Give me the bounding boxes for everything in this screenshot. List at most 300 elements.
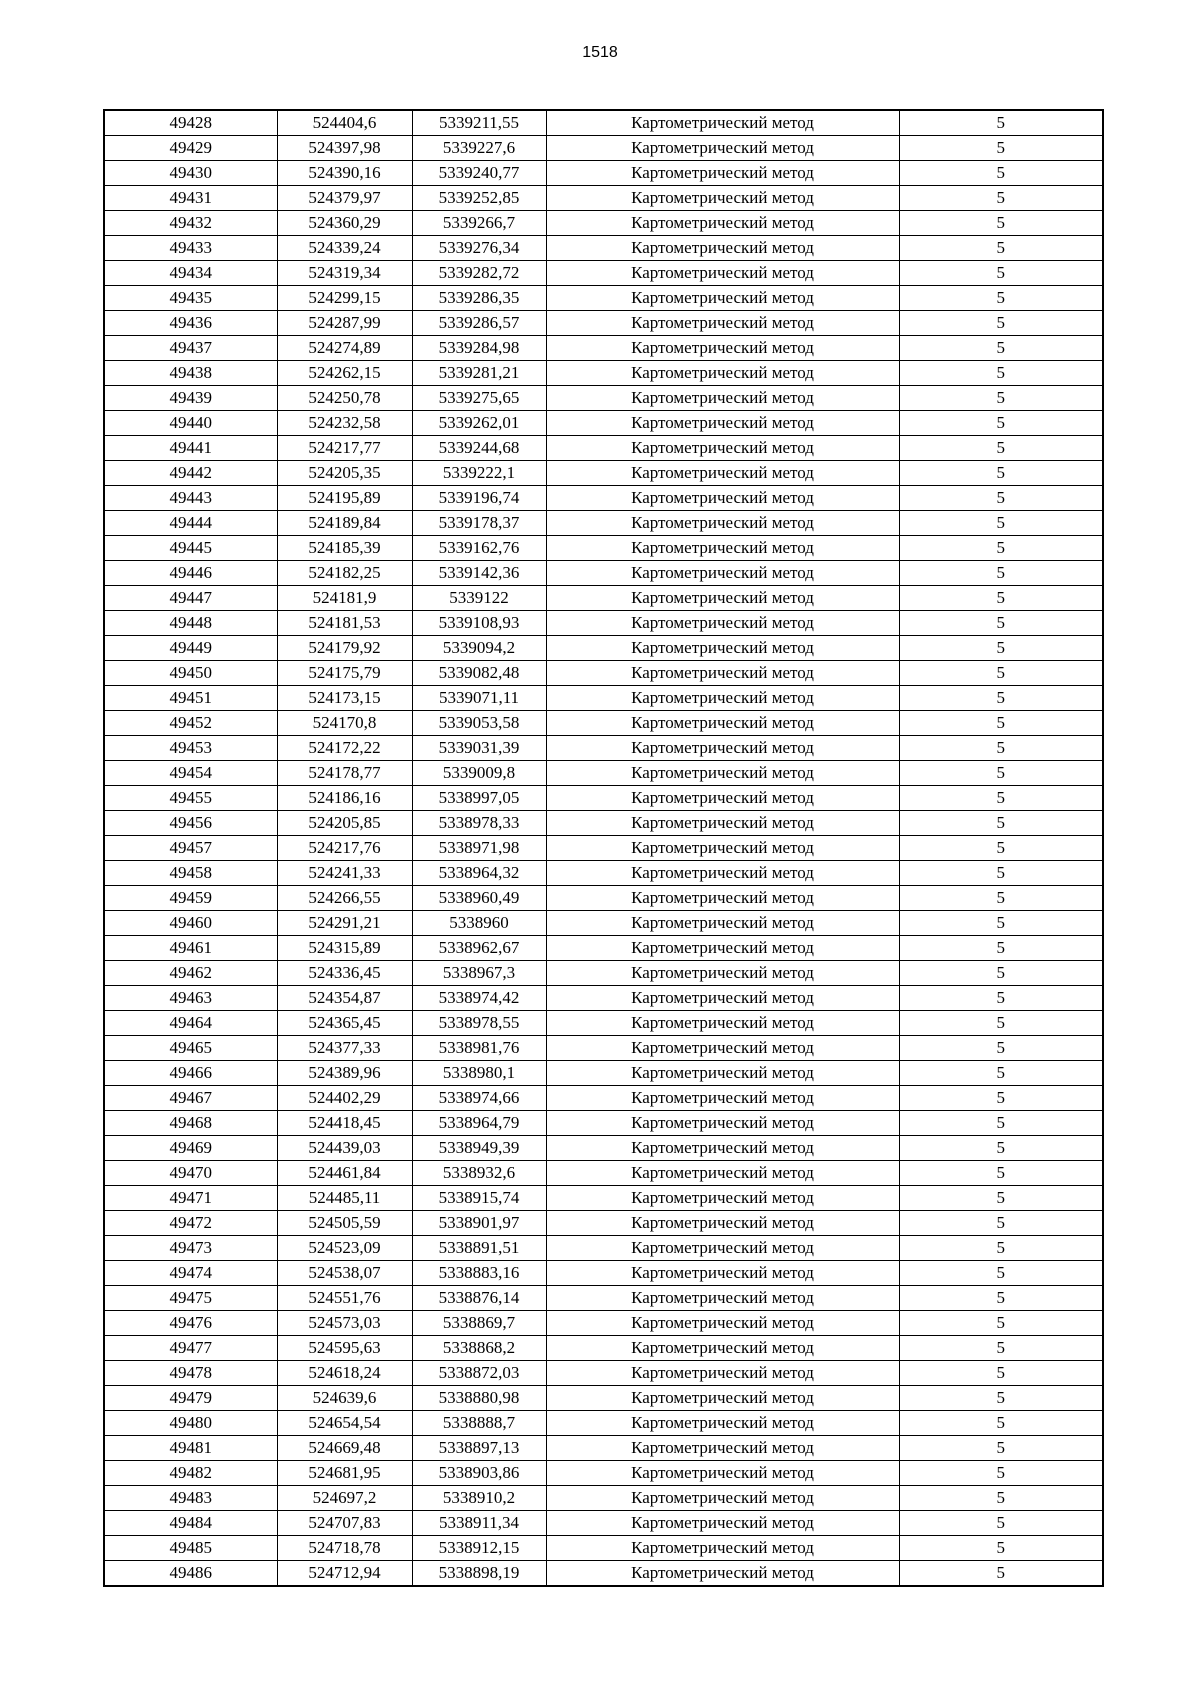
method-cell: Картометрический метод bbox=[546, 936, 899, 961]
accuracy-cell: 5 bbox=[899, 861, 1103, 886]
x-coordinate-cell: 524707,83 bbox=[277, 1511, 412, 1536]
method-cell: Картометрический метод bbox=[546, 911, 899, 936]
point-number-cell: 49476 bbox=[104, 1311, 277, 1336]
method-cell: Картометрический метод bbox=[546, 1411, 899, 1436]
x-coordinate-cell: 524360,29 bbox=[277, 211, 412, 236]
accuracy-cell: 5 bbox=[899, 1386, 1103, 1411]
method-cell: Картометрический метод bbox=[546, 536, 899, 561]
x-coordinate-cell: 524170,8 bbox=[277, 711, 412, 736]
method-cell: Картометрический метод bbox=[546, 711, 899, 736]
point-number-cell: 49455 bbox=[104, 786, 277, 811]
accuracy-cell: 5 bbox=[899, 1461, 1103, 1486]
y-coordinate-cell: 5339262,01 bbox=[412, 411, 546, 436]
point-number-cell: 49464 bbox=[104, 1011, 277, 1036]
method-cell: Картометрический метод bbox=[546, 1086, 899, 1111]
y-coordinate-cell: 5338915,74 bbox=[412, 1186, 546, 1211]
accuracy-cell: 5 bbox=[899, 136, 1103, 161]
point-number-cell: 49480 bbox=[104, 1411, 277, 1436]
y-coordinate-cell: 5338981,76 bbox=[412, 1036, 546, 1061]
accuracy-cell: 5 bbox=[899, 461, 1103, 486]
table-row bbox=[104, 211, 1103, 236]
x-coordinate-cell: 524241,33 bbox=[277, 861, 412, 886]
point-number-cell: 49473 bbox=[104, 1236, 277, 1261]
method-cell: Картометрический метод bbox=[546, 1161, 899, 1186]
x-coordinate-cell: 524595,63 bbox=[277, 1336, 412, 1361]
method-cell: Картометрический метод bbox=[546, 986, 899, 1011]
x-coordinate-cell: 524538,07 bbox=[277, 1261, 412, 1286]
table-row bbox=[104, 1111, 1103, 1136]
x-coordinate-cell: 524266,55 bbox=[277, 886, 412, 911]
table-row bbox=[104, 661, 1103, 686]
accuracy-cell: 5 bbox=[899, 110, 1103, 136]
y-coordinate-cell: 5338964,79 bbox=[412, 1111, 546, 1136]
accuracy-cell: 5 bbox=[899, 161, 1103, 186]
point-number-cell: 49432 bbox=[104, 211, 277, 236]
table-row bbox=[104, 961, 1103, 986]
x-coordinate-cell: 524336,45 bbox=[277, 961, 412, 986]
y-coordinate-cell: 5339031,39 bbox=[412, 736, 546, 761]
accuracy-cell: 5 bbox=[899, 636, 1103, 661]
accuracy-cell: 5 bbox=[899, 1336, 1103, 1361]
method-cell: Картометрический метод bbox=[546, 211, 899, 236]
y-coordinate-cell: 5338876,14 bbox=[412, 1286, 546, 1311]
x-coordinate-cell: 524485,11 bbox=[277, 1186, 412, 1211]
x-coordinate-cell: 524639,6 bbox=[277, 1386, 412, 1411]
accuracy-cell: 5 bbox=[899, 436, 1103, 461]
x-coordinate-cell: 524179,92 bbox=[277, 636, 412, 661]
accuracy-cell: 5 bbox=[899, 1111, 1103, 1136]
table-row bbox=[104, 1086, 1103, 1111]
x-coordinate-cell: 524178,77 bbox=[277, 761, 412, 786]
y-coordinate-cell: 5338974,42 bbox=[412, 986, 546, 1011]
point-number-cell: 49443 bbox=[104, 486, 277, 511]
x-coordinate-cell: 524287,99 bbox=[277, 311, 412, 336]
accuracy-cell: 5 bbox=[899, 361, 1103, 386]
method-cell: Картометрический метод bbox=[546, 686, 899, 711]
table-row bbox=[104, 1236, 1103, 1261]
table-row bbox=[104, 1261, 1103, 1286]
accuracy-cell: 5 bbox=[899, 561, 1103, 586]
accuracy-cell: 5 bbox=[899, 911, 1103, 936]
point-number-cell: 49440 bbox=[104, 411, 277, 436]
accuracy-cell: 5 bbox=[899, 1061, 1103, 1086]
y-coordinate-cell: 5338883,16 bbox=[412, 1261, 546, 1286]
x-coordinate-cell: 524418,45 bbox=[277, 1111, 412, 1136]
point-number-cell: 49456 bbox=[104, 811, 277, 836]
x-coordinate-cell: 524697,2 bbox=[277, 1486, 412, 1511]
point-number-cell: 49441 bbox=[104, 436, 277, 461]
y-coordinate-cell: 5339094,2 bbox=[412, 636, 546, 661]
y-coordinate-cell: 5339244,68 bbox=[412, 436, 546, 461]
y-coordinate-cell: 5339282,72 bbox=[412, 261, 546, 286]
point-number-cell: 49449 bbox=[104, 636, 277, 661]
method-cell: Картометрический метод bbox=[546, 1461, 899, 1486]
point-number-cell: 49437 bbox=[104, 336, 277, 361]
method-cell: Картометрический метод bbox=[546, 1236, 899, 1261]
method-cell: Картометрический метод bbox=[546, 1311, 899, 1336]
method-cell: Картометрический метод bbox=[546, 411, 899, 436]
x-coordinate-cell: 524299,15 bbox=[277, 286, 412, 311]
point-number-cell: 49459 bbox=[104, 886, 277, 911]
table-row bbox=[104, 1361, 1103, 1386]
y-coordinate-cell: 5339122 bbox=[412, 586, 546, 611]
x-coordinate-cell: 524205,85 bbox=[277, 811, 412, 836]
method-cell: Картометрический метод bbox=[546, 561, 899, 586]
table-row bbox=[104, 1486, 1103, 1511]
x-coordinate-cell: 524217,77 bbox=[277, 436, 412, 461]
table-row bbox=[104, 1336, 1103, 1361]
x-coordinate-cell: 524172,22 bbox=[277, 736, 412, 761]
accuracy-cell: 5 bbox=[899, 1436, 1103, 1461]
x-coordinate-cell: 524217,76 bbox=[277, 836, 412, 861]
method-cell: Картометрический метод bbox=[546, 1386, 899, 1411]
accuracy-cell: 5 bbox=[899, 886, 1103, 911]
x-coordinate-cell: 524262,15 bbox=[277, 361, 412, 386]
point-number-cell: 49482 bbox=[104, 1461, 277, 1486]
method-cell: Картометрический метод bbox=[546, 386, 899, 411]
y-coordinate-cell: 5338903,86 bbox=[412, 1461, 546, 1486]
table-row bbox=[104, 1436, 1103, 1461]
accuracy-cell: 5 bbox=[899, 686, 1103, 711]
y-coordinate-cell: 5339142,36 bbox=[412, 561, 546, 586]
table-row bbox=[104, 1211, 1103, 1236]
y-coordinate-cell: 5339227,6 bbox=[412, 136, 546, 161]
point-number-cell: 49484 bbox=[104, 1511, 277, 1536]
table-row bbox=[104, 1286, 1103, 1311]
accuracy-cell: 5 bbox=[899, 1311, 1103, 1336]
table-row bbox=[104, 1461, 1103, 1486]
accuracy-cell: 5 bbox=[899, 1411, 1103, 1436]
y-coordinate-cell: 5338901,97 bbox=[412, 1211, 546, 1236]
accuracy-cell: 5 bbox=[899, 1036, 1103, 1061]
y-coordinate-cell: 5338980,1 bbox=[412, 1061, 546, 1086]
point-number-cell: 49452 bbox=[104, 711, 277, 736]
x-coordinate-cell: 524505,59 bbox=[277, 1211, 412, 1236]
accuracy-cell: 5 bbox=[899, 586, 1103, 611]
y-coordinate-cell: 5339211,55 bbox=[412, 110, 546, 136]
method-cell: Картометрический метод bbox=[546, 186, 899, 211]
table-row bbox=[104, 1386, 1103, 1411]
x-coordinate-cell: 524173,15 bbox=[277, 686, 412, 711]
point-number-cell: 49454 bbox=[104, 761, 277, 786]
y-coordinate-cell: 5339286,35 bbox=[412, 286, 546, 311]
y-coordinate-cell: 5339252,85 bbox=[412, 186, 546, 211]
y-coordinate-cell: 5338891,51 bbox=[412, 1236, 546, 1261]
method-cell: Картометрический метод bbox=[546, 311, 899, 336]
point-number-cell: 49486 bbox=[104, 1561, 277, 1587]
table-row bbox=[104, 1186, 1103, 1211]
accuracy-cell: 5 bbox=[899, 936, 1103, 961]
x-coordinate-cell: 524291,21 bbox=[277, 911, 412, 936]
method-cell: Картометрический метод bbox=[546, 486, 899, 511]
method-cell: Картометрический метод bbox=[546, 261, 899, 286]
y-coordinate-cell: 5338971,98 bbox=[412, 836, 546, 861]
x-coordinate-cell: 524654,54 bbox=[277, 1411, 412, 1436]
y-coordinate-cell: 5338978,33 bbox=[412, 811, 546, 836]
y-coordinate-cell: 5339222,1 bbox=[412, 461, 546, 486]
table-row bbox=[104, 186, 1103, 211]
x-coordinate-cell: 524205,35 bbox=[277, 461, 412, 486]
method-cell: Картометрический метод bbox=[546, 1436, 899, 1461]
y-coordinate-cell: 5338962,67 bbox=[412, 936, 546, 961]
table-row bbox=[104, 586, 1103, 611]
y-coordinate-cell: 5339240,77 bbox=[412, 161, 546, 186]
method-cell: Картометрический метод bbox=[546, 761, 899, 786]
method-cell: Картометрический метод bbox=[546, 1561, 899, 1587]
y-coordinate-cell: 5339275,65 bbox=[412, 386, 546, 411]
table-row bbox=[104, 861, 1103, 886]
x-coordinate-cell: 524319,34 bbox=[277, 261, 412, 286]
y-coordinate-cell: 5338872,03 bbox=[412, 1361, 546, 1386]
y-coordinate-cell: 5339266,7 bbox=[412, 211, 546, 236]
table-row bbox=[104, 136, 1103, 161]
x-coordinate-cell: 524181,53 bbox=[277, 611, 412, 636]
accuracy-cell: 5 bbox=[899, 1286, 1103, 1311]
method-cell: Картометрический метод bbox=[546, 1186, 899, 1211]
y-coordinate-cell: 5338960,49 bbox=[412, 886, 546, 911]
point-number-cell: 49483 bbox=[104, 1486, 277, 1511]
accuracy-cell: 5 bbox=[899, 786, 1103, 811]
accuracy-cell: 5 bbox=[899, 211, 1103, 236]
point-number-cell: 49469 bbox=[104, 1136, 277, 1161]
point-number-cell: 49433 bbox=[104, 236, 277, 261]
page-number: 1518 bbox=[582, 44, 618, 61]
method-cell: Картометрический метод bbox=[546, 236, 899, 261]
point-number-cell: 49447 bbox=[104, 586, 277, 611]
y-coordinate-cell: 5339053,58 bbox=[412, 711, 546, 736]
x-coordinate-cell: 524389,96 bbox=[277, 1061, 412, 1086]
accuracy-cell: 5 bbox=[899, 1361, 1103, 1386]
table-row bbox=[104, 361, 1103, 386]
method-cell: Картометрический метод bbox=[546, 786, 899, 811]
x-coordinate-cell: 524461,84 bbox=[277, 1161, 412, 1186]
table-row bbox=[104, 261, 1103, 286]
y-coordinate-cell: 5338912,15 bbox=[412, 1536, 546, 1561]
point-number-cell: 49460 bbox=[104, 911, 277, 936]
point-number-cell: 49465 bbox=[104, 1036, 277, 1061]
table-row bbox=[104, 1311, 1103, 1336]
point-number-cell: 49478 bbox=[104, 1361, 277, 1386]
method-cell: Картометрический метод bbox=[546, 461, 899, 486]
accuracy-cell: 5 bbox=[899, 1561, 1103, 1587]
point-number-cell: 49472 bbox=[104, 1211, 277, 1236]
y-coordinate-cell: 5339284,98 bbox=[412, 336, 546, 361]
accuracy-cell: 5 bbox=[899, 1486, 1103, 1511]
accuracy-cell: 5 bbox=[899, 336, 1103, 361]
x-coordinate-cell: 524186,16 bbox=[277, 786, 412, 811]
point-number-cell: 49439 bbox=[104, 386, 277, 411]
point-number-cell: 49463 bbox=[104, 986, 277, 1011]
x-coordinate-cell: 524189,84 bbox=[277, 511, 412, 536]
method-cell: Картометрический метод bbox=[546, 1286, 899, 1311]
point-number-cell: 49445 bbox=[104, 536, 277, 561]
accuracy-cell: 5 bbox=[899, 1186, 1103, 1211]
x-coordinate-cell: 524523,09 bbox=[277, 1236, 412, 1261]
method-cell: Картометрический метод bbox=[546, 136, 899, 161]
method-cell: Картометрический метод bbox=[546, 1211, 899, 1236]
x-coordinate-cell: 524274,89 bbox=[277, 336, 412, 361]
method-cell: Картометрический метод bbox=[546, 861, 899, 886]
method-cell: Картометрический метод bbox=[546, 161, 899, 186]
y-coordinate-cell: 5338967,3 bbox=[412, 961, 546, 986]
point-number-cell: 49471 bbox=[104, 1186, 277, 1211]
x-coordinate-cell: 524195,89 bbox=[277, 486, 412, 511]
accuracy-cell: 5 bbox=[899, 386, 1103, 411]
point-number-cell: 49467 bbox=[104, 1086, 277, 1111]
point-number-cell: 49434 bbox=[104, 261, 277, 286]
x-coordinate-cell: 524404,6 bbox=[277, 110, 412, 136]
table-row bbox=[104, 1411, 1103, 1436]
table-row bbox=[104, 886, 1103, 911]
point-number-cell: 49442 bbox=[104, 461, 277, 486]
x-coordinate-cell: 524718,78 bbox=[277, 1536, 412, 1561]
x-coordinate-cell: 524365,45 bbox=[277, 1011, 412, 1036]
table-row bbox=[104, 1536, 1103, 1561]
y-coordinate-cell: 5339276,34 bbox=[412, 236, 546, 261]
table-row bbox=[104, 511, 1103, 536]
x-coordinate-cell: 524390,16 bbox=[277, 161, 412, 186]
y-coordinate-cell: 5338888,7 bbox=[412, 1411, 546, 1436]
point-number-cell: 49457 bbox=[104, 836, 277, 861]
x-coordinate-cell: 524397,98 bbox=[277, 136, 412, 161]
point-number-cell: 49435 bbox=[104, 286, 277, 311]
method-cell: Картометрический метод bbox=[546, 886, 899, 911]
y-coordinate-cell: 5338978,55 bbox=[412, 1011, 546, 1036]
table-row bbox=[104, 1161, 1103, 1186]
accuracy-cell: 5 bbox=[899, 1211, 1103, 1236]
x-coordinate-cell: 524379,97 bbox=[277, 186, 412, 211]
method-cell: Картометрический метод bbox=[546, 1011, 899, 1036]
accuracy-cell: 5 bbox=[899, 736, 1103, 761]
point-number-cell: 49481 bbox=[104, 1436, 277, 1461]
method-cell: Картометрический метод bbox=[546, 636, 899, 661]
table-row bbox=[104, 436, 1103, 461]
point-number-cell: 49458 bbox=[104, 861, 277, 886]
y-coordinate-cell: 5339009,8 bbox=[412, 761, 546, 786]
point-number-cell: 49468 bbox=[104, 1111, 277, 1136]
method-cell: Картометрический метод bbox=[546, 586, 899, 611]
table-row bbox=[104, 936, 1103, 961]
y-coordinate-cell: 5338898,19 bbox=[412, 1561, 546, 1587]
table-row bbox=[104, 311, 1103, 336]
table-row bbox=[104, 286, 1103, 311]
method-cell: Картометрический метод bbox=[546, 1261, 899, 1286]
x-coordinate-cell: 524669,48 bbox=[277, 1436, 412, 1461]
method-cell: Картометрический метод bbox=[546, 736, 899, 761]
table-row bbox=[104, 986, 1103, 1011]
table-row bbox=[104, 1036, 1103, 1061]
point-number-cell: 49470 bbox=[104, 1161, 277, 1186]
accuracy-cell: 5 bbox=[899, 961, 1103, 986]
table-row bbox=[104, 736, 1103, 761]
y-coordinate-cell: 5338880,98 bbox=[412, 1386, 546, 1411]
x-coordinate-cell: 524315,89 bbox=[277, 936, 412, 961]
x-coordinate-cell: 524232,58 bbox=[277, 411, 412, 436]
y-coordinate-cell: 5339196,74 bbox=[412, 486, 546, 511]
accuracy-cell: 5 bbox=[899, 611, 1103, 636]
point-number-cell: 49461 bbox=[104, 936, 277, 961]
table-row bbox=[104, 911, 1103, 936]
table-row bbox=[104, 786, 1103, 811]
x-coordinate-cell: 524618,24 bbox=[277, 1361, 412, 1386]
table-row bbox=[104, 561, 1103, 586]
method-cell: Картометрический метод bbox=[546, 1336, 899, 1361]
point-number-cell: 49428 bbox=[104, 110, 277, 136]
accuracy-cell: 5 bbox=[899, 536, 1103, 561]
accuracy-cell: 5 bbox=[899, 1511, 1103, 1536]
x-coordinate-cell: 524551,76 bbox=[277, 1286, 412, 1311]
point-number-cell: 49450 bbox=[104, 661, 277, 686]
point-number-cell: 49474 bbox=[104, 1261, 277, 1286]
point-number-cell: 49451 bbox=[104, 686, 277, 711]
x-coordinate-cell: 524439,03 bbox=[277, 1136, 412, 1161]
point-number-cell: 49446 bbox=[104, 561, 277, 586]
accuracy-cell: 5 bbox=[899, 411, 1103, 436]
y-coordinate-cell: 5338960 bbox=[412, 911, 546, 936]
method-cell: Картометрический метод bbox=[546, 1486, 899, 1511]
x-coordinate-cell: 524181,9 bbox=[277, 586, 412, 611]
method-cell: Картометрический метод bbox=[546, 661, 899, 686]
table-row bbox=[104, 636, 1103, 661]
table-row bbox=[104, 811, 1103, 836]
table-row bbox=[104, 461, 1103, 486]
y-coordinate-cell: 5338997,05 bbox=[412, 786, 546, 811]
accuracy-cell: 5 bbox=[899, 811, 1103, 836]
table-row bbox=[104, 110, 1103, 136]
accuracy-cell: 5 bbox=[899, 286, 1103, 311]
y-coordinate-cell: 5339162,76 bbox=[412, 536, 546, 561]
accuracy-cell: 5 bbox=[899, 836, 1103, 861]
point-number-cell: 49431 bbox=[104, 186, 277, 211]
table-row bbox=[104, 686, 1103, 711]
y-coordinate-cell: 5338897,13 bbox=[412, 1436, 546, 1461]
point-number-cell: 49438 bbox=[104, 361, 277, 386]
point-number-cell: 49466 bbox=[104, 1061, 277, 1086]
table-row bbox=[104, 1561, 1103, 1587]
table-row bbox=[104, 836, 1103, 861]
x-coordinate-cell: 524250,78 bbox=[277, 386, 412, 411]
y-coordinate-cell: 5339108,93 bbox=[412, 611, 546, 636]
point-number-cell: 49453 bbox=[104, 736, 277, 761]
x-coordinate-cell: 524402,29 bbox=[277, 1086, 412, 1111]
x-coordinate-cell: 524182,25 bbox=[277, 561, 412, 586]
accuracy-cell: 5 bbox=[899, 261, 1103, 286]
point-number-cell: 49444 bbox=[104, 511, 277, 536]
y-coordinate-cell: 5338869,7 bbox=[412, 1311, 546, 1336]
point-number-cell: 49430 bbox=[104, 161, 277, 186]
x-coordinate-cell: 524339,24 bbox=[277, 236, 412, 261]
method-cell: Картометрический метод bbox=[546, 961, 899, 986]
y-coordinate-cell: 5338974,66 bbox=[412, 1086, 546, 1111]
accuracy-cell: 5 bbox=[899, 511, 1103, 536]
point-number-cell: 49429 bbox=[104, 136, 277, 161]
accuracy-cell: 5 bbox=[899, 1536, 1103, 1561]
accuracy-cell: 5 bbox=[899, 661, 1103, 686]
method-cell: Картометрический метод bbox=[546, 1361, 899, 1386]
table-row bbox=[104, 536, 1103, 561]
accuracy-cell: 5 bbox=[899, 186, 1103, 211]
accuracy-cell: 5 bbox=[899, 1261, 1103, 1286]
table-row bbox=[104, 761, 1103, 786]
point-number-cell: 49477 bbox=[104, 1336, 277, 1361]
table-row bbox=[104, 1511, 1103, 1536]
method-cell: Картометрический метод bbox=[546, 1536, 899, 1561]
x-coordinate-cell: 524185,39 bbox=[277, 536, 412, 561]
table-row bbox=[104, 1011, 1103, 1036]
method-cell: Картометрический метод bbox=[546, 836, 899, 861]
point-number-cell: 49462 bbox=[104, 961, 277, 986]
table-row bbox=[104, 386, 1103, 411]
